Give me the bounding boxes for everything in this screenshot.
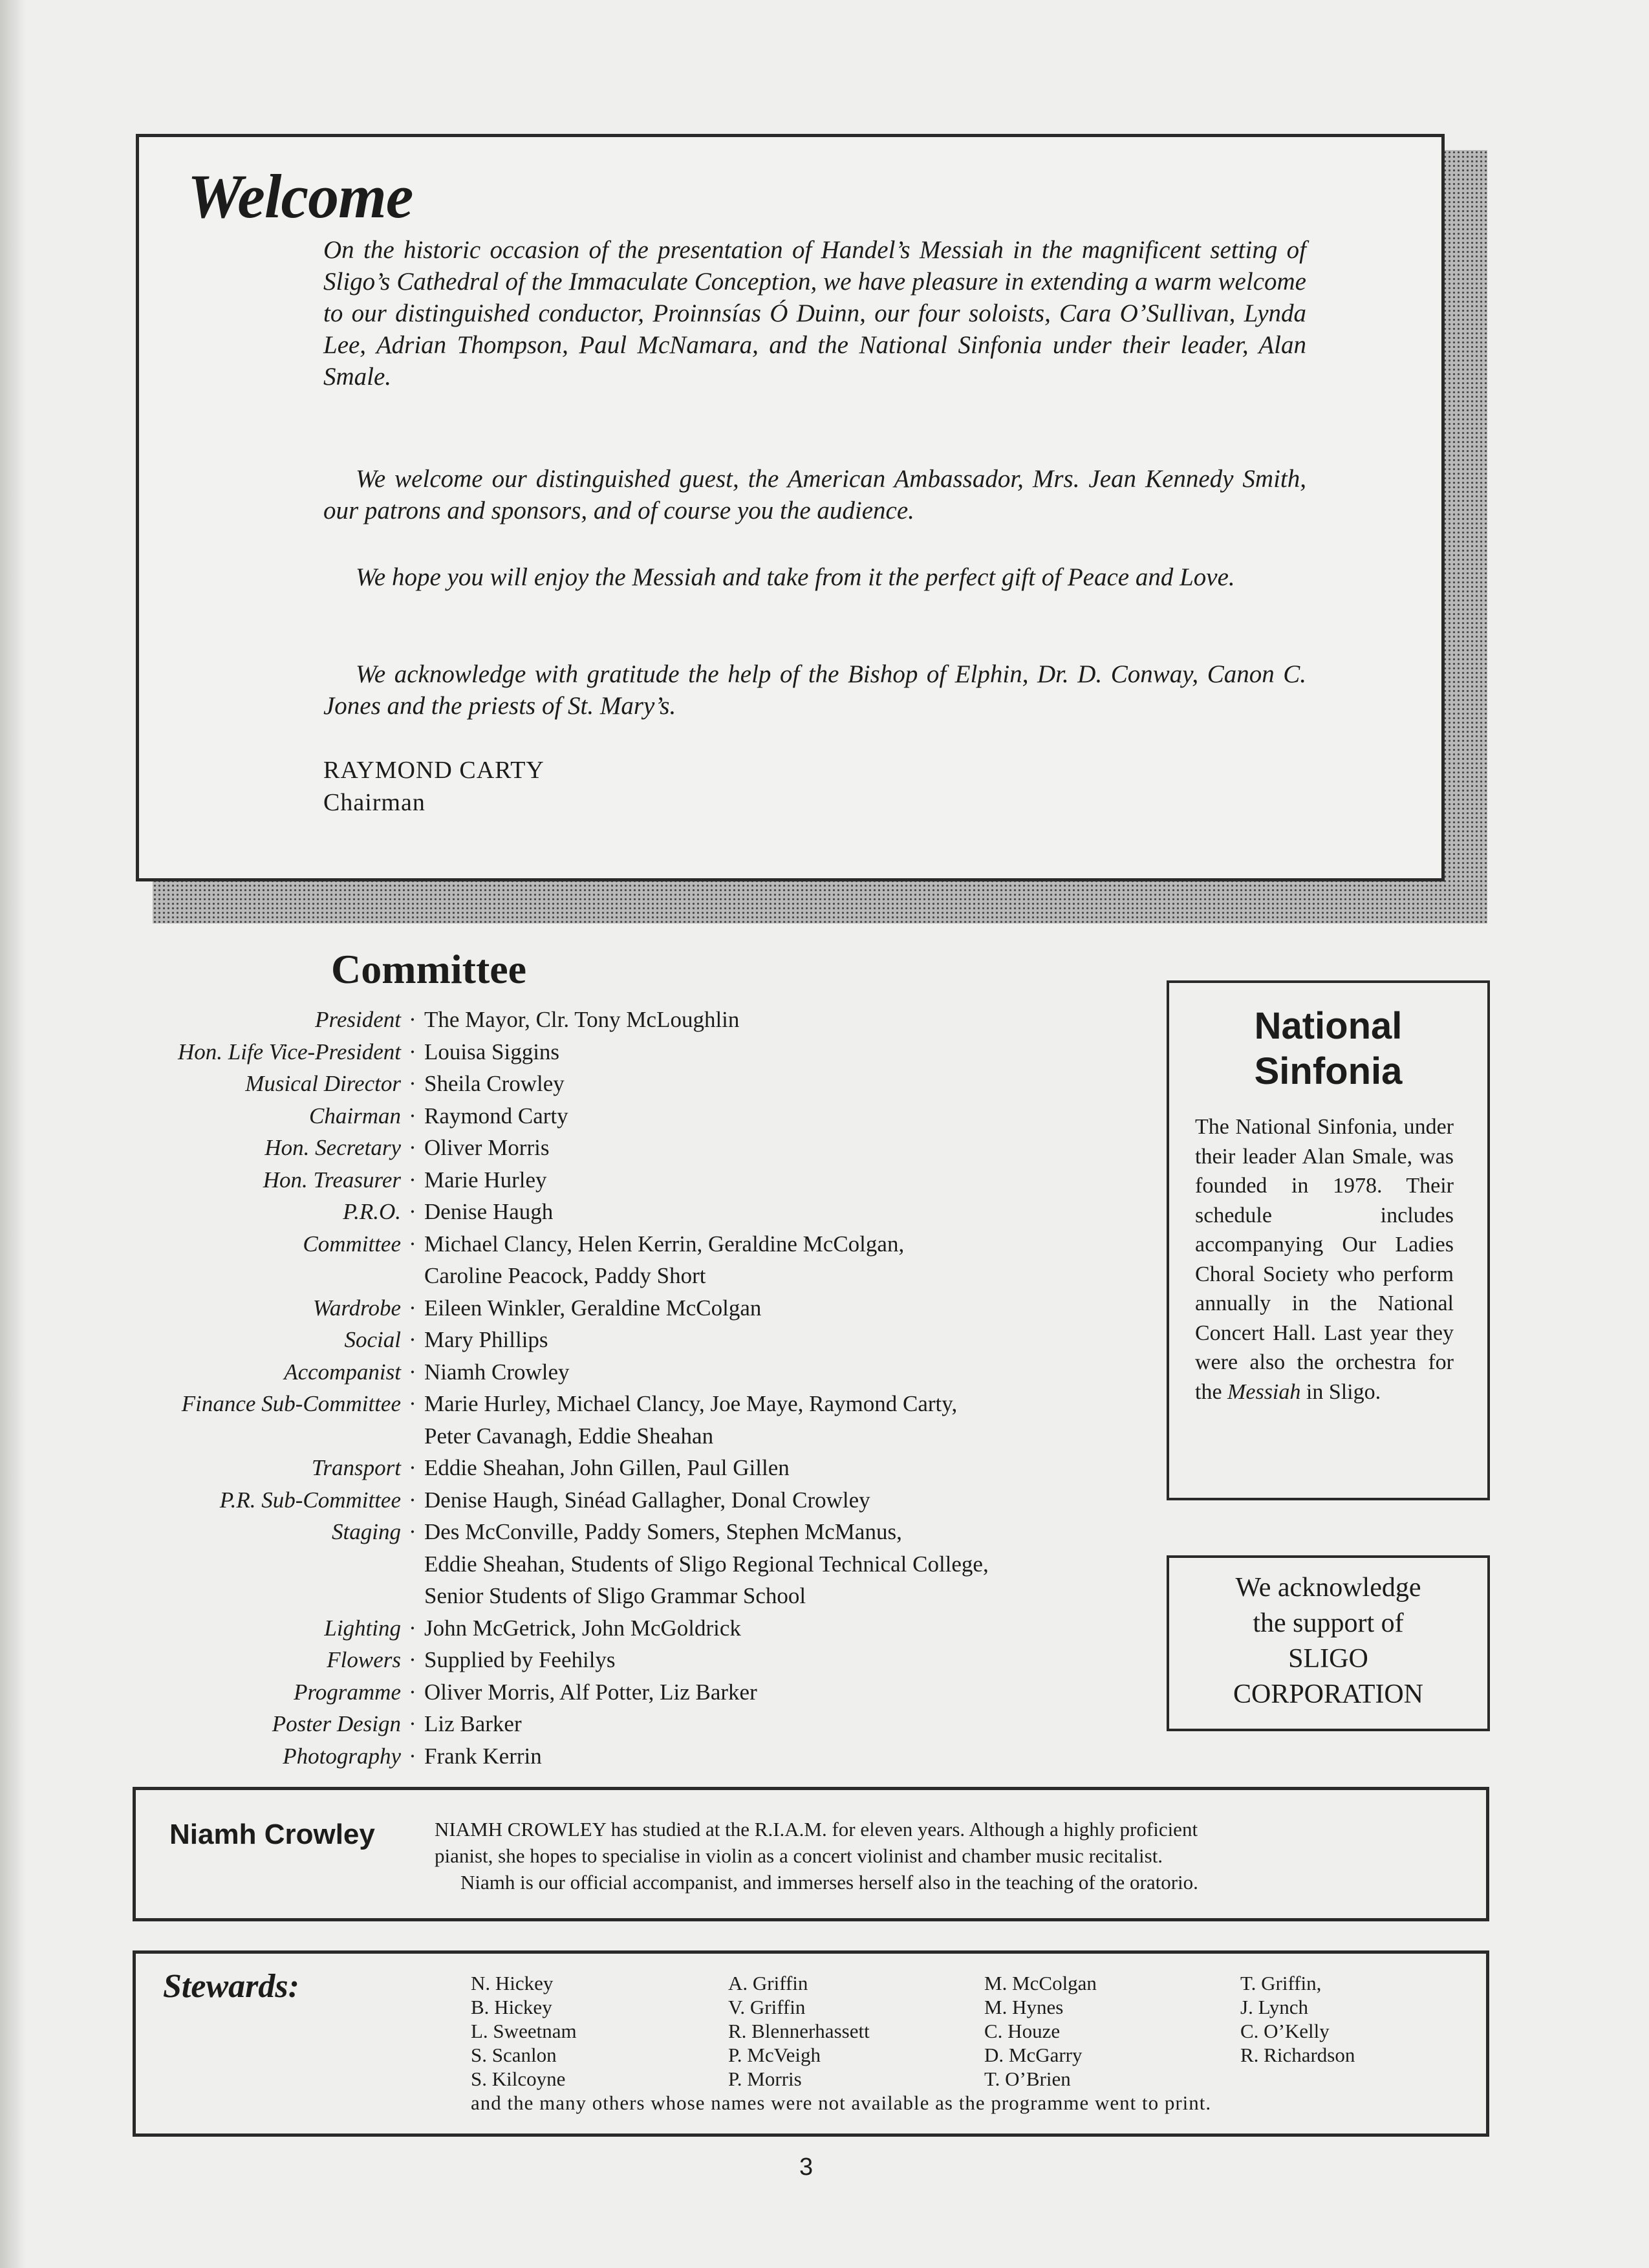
separator: · xyxy=(409,1647,416,1672)
committee-names: Supplied by Feehilys xyxy=(424,1647,616,1672)
separator: · xyxy=(409,1455,416,1480)
committee-title: Committee xyxy=(331,946,527,992)
sinfonia-text-end: in Sligo. xyxy=(1306,1379,1381,1404)
committee-role: P.R. Sub-Committee xyxy=(219,1487,401,1513)
committee-row xyxy=(97,1516,1119,1612)
welcome-title: Welcome xyxy=(188,162,413,231)
separator: · xyxy=(409,1327,416,1352)
separator: · xyxy=(409,1071,416,1096)
support-line: SLIGO xyxy=(1288,1644,1368,1674)
separator: · xyxy=(409,1167,416,1193)
separator: · xyxy=(409,1519,416,1544)
support-line: We acknowledge xyxy=(1235,1573,1421,1603)
stewards-column xyxy=(1240,1971,1355,2067)
names-line: Des McConville, Paddy Somers, Stephen McManus, xyxy=(424,1519,902,1544)
committee-list xyxy=(97,1004,1119,1772)
committee-role: Wardrobe xyxy=(312,1295,401,1321)
names-line: Eddie Sheahan, Students of Sligo Regional Technical College, xyxy=(424,1551,989,1577)
bio-line: pianist, she hopes to specialise in violin as a concert violinist and chamber music recitalist. xyxy=(435,1844,1163,1867)
committee-names: Liz Barker xyxy=(424,1711,522,1736)
committee-role: Chairman xyxy=(309,1103,401,1129)
stewards-column xyxy=(728,1971,870,2091)
committee-row xyxy=(97,1452,1119,1484)
welcome-paragraph: We welcome our distinguished guest, the American Ambassador, Mrs. Jean Kennedy Smith, our patrons and sponsors, and of course you the audience. xyxy=(323,465,1306,524)
committee-row xyxy=(97,1388,1119,1452)
steward-name: R. Richardson xyxy=(1240,2044,1355,2066)
committee-row xyxy=(97,1708,1119,1740)
steward-name: L. Sweetnam xyxy=(471,2020,577,2042)
separator: · xyxy=(409,1199,416,1224)
names-line: Marie Hurley, Michael Clancy, Joe Maye, Raymond Carty, xyxy=(424,1391,958,1416)
steward-name: R. Blennerhassett xyxy=(728,2020,870,2042)
signature-title: Chairman xyxy=(323,789,426,816)
separator: · xyxy=(409,1679,416,1705)
separator: · xyxy=(409,1711,416,1736)
committee-names xyxy=(424,1516,1119,1612)
steward-name: C. O’Kelly xyxy=(1240,2020,1330,2042)
separator: · xyxy=(409,1743,416,1769)
steward-name: M. McColgan xyxy=(984,1972,1097,1994)
welcome-paragraph: We acknowledge with gratitude the help of the Bishop of Elphin, Dr. D. Conway, Canon C. Jones and the priests of St. Mary’s. xyxy=(323,660,1306,720)
committee-names: Marie Hurley xyxy=(424,1167,547,1193)
stewards-column xyxy=(984,1971,1097,2091)
separator: · xyxy=(409,1615,416,1641)
separator: · xyxy=(409,1007,416,1032)
committee-names: The Mayor, Clr. Tony McLoughlin xyxy=(424,1007,740,1032)
page-number: 3 xyxy=(799,2154,814,2181)
names-line: Peter Cavanagh, Eddie Sheahan xyxy=(424,1423,714,1449)
committee-role: Finance Sub-Committee xyxy=(181,1391,401,1416)
names-line: Senior Students of Sligo Grammar School xyxy=(424,1583,806,1608)
committee-role: Transport xyxy=(311,1455,401,1480)
separator: · xyxy=(409,1487,416,1513)
committee-role: President xyxy=(315,1007,401,1032)
committee-row xyxy=(97,1292,1119,1324)
committee-role: Programme xyxy=(294,1679,401,1705)
committee-row xyxy=(97,1036,1119,1068)
separator: · xyxy=(409,1231,416,1257)
committee-row xyxy=(97,1132,1119,1164)
committee-role: Photography xyxy=(283,1743,401,1769)
stewards-footer: and the many others whose names were not available as the programme went to print. xyxy=(471,2091,1212,2114)
committee-names: Niamh Crowley xyxy=(424,1359,570,1385)
steward-name: S. Scanlon xyxy=(471,2044,557,2066)
signature-name: RAYMOND CARTY xyxy=(323,757,544,784)
committee-names: Frank Kerrin xyxy=(424,1743,542,1769)
names-line: Caroline Peacock, Paddy Short xyxy=(424,1263,706,1288)
committee-names: Oliver Morris, Alf Potter, Liz Barker xyxy=(424,1679,757,1705)
committee-row xyxy=(97,1324,1119,1356)
committee-row xyxy=(97,1164,1119,1196)
steward-name: N. Hickey xyxy=(471,1972,554,1994)
committee-names: Sheila Crowley xyxy=(424,1071,565,1096)
committee-names: Oliver Morris xyxy=(424,1135,550,1160)
sinfonia-title-line: National xyxy=(1254,1005,1403,1047)
steward-name: M. Hynes xyxy=(984,1996,1064,2018)
steward-name: S. Kilcoyne xyxy=(471,2068,566,2090)
sinfonia-text xyxy=(1195,1112,1454,1407)
committee-row xyxy=(97,1356,1119,1388)
committee-role: P.R.O. xyxy=(343,1199,401,1224)
names-line: Michael Clancy, Helen Kerrin, Geraldine McColgan, xyxy=(424,1231,905,1257)
committee-row xyxy=(97,1068,1119,1100)
committee-role: Committee xyxy=(303,1231,401,1257)
committee-row xyxy=(97,1676,1119,1709)
separator: · xyxy=(409,1039,416,1064)
committee-names: Denise Haugh xyxy=(424,1199,554,1224)
committee-role: Accompanist xyxy=(284,1359,401,1385)
sinfonia-title-line: Sinfonia xyxy=(1254,1050,1403,1092)
stewards-title: Stewards: xyxy=(163,1968,299,2005)
committee-role: Flowers xyxy=(327,1647,401,1672)
committee-row xyxy=(97,1196,1119,1228)
welcome-paragraph: We hope you will enjoy the Messiah and take from it the perfect gift of Peace and Love. xyxy=(356,563,1235,591)
support-line: the support of xyxy=(1253,1608,1404,1638)
bio-line: NIAMH CROWLEY has studied at the R.I.A.M. for eleven years. Although a highly proficient xyxy=(435,1818,1198,1841)
support-line: CORPORATION xyxy=(1233,1679,1424,1709)
committee-names: Louisa Siggins xyxy=(424,1039,560,1064)
committee-role: Hon. Life Vice-President xyxy=(177,1039,401,1064)
niamh-bio xyxy=(435,1816,1405,1895)
committee-row xyxy=(97,1644,1119,1676)
steward-name: P. Morris xyxy=(728,2068,802,2090)
committee-names: Raymond Carty xyxy=(424,1103,568,1129)
steward-name: V. Griffin xyxy=(728,1996,806,2018)
stewards-column xyxy=(471,1971,577,2091)
page-binding-shadow xyxy=(0,0,26,2268)
steward-name: C. Houze xyxy=(984,2020,1061,2042)
welcome-paragraph: On the historic occasion of the presentation of Handel’s Messiah in the magnificent setting of Sligo’s Cathedral of the Immaculate Conception, we have pleasure in extending a warm welcome to our distinguished conductor, Proinnsías Ó Duinn, our four soloists, Cara O’Sullivan, Lynda Lee, Adrian Thompson, Paul McNamara, and the National Sinfonia under their leader, Alan Smale. xyxy=(323,236,1306,391)
committee-names: Denise Haugh, Sinéad Gallagher, Donal Crowley xyxy=(424,1487,870,1513)
steward-name: T. O’Brien xyxy=(984,2068,1071,2090)
committee-role: Social xyxy=(344,1327,401,1352)
committee-role: Hon. Treasurer xyxy=(263,1167,401,1193)
committee-role: Lighting xyxy=(324,1615,401,1641)
steward-name: T. Griffin, xyxy=(1240,1972,1322,1994)
steward-name: B. Hickey xyxy=(471,1996,552,2018)
committee-row xyxy=(97,1004,1119,1036)
committee-names: Eddie Sheahan, John Gillen, Paul Gillen xyxy=(424,1455,790,1480)
bio-line: Niamh is our official accompanist, and immerses herself also in the teaching of the oratorio. xyxy=(460,1871,1198,1894)
separator: · xyxy=(409,1135,416,1160)
committee-row xyxy=(97,1100,1119,1132)
niamh-name: Niamh Crowley xyxy=(169,1819,375,1850)
sinfonia-title xyxy=(1167,1004,1490,1094)
separator: · xyxy=(409,1391,416,1416)
committee-row xyxy=(97,1740,1119,1773)
steward-name: D. McGarry xyxy=(984,2044,1083,2066)
welcome-signature xyxy=(323,754,544,819)
committee-role: Musical Director xyxy=(245,1071,401,1096)
committee-names: John McGetrick, John McGoldrick xyxy=(424,1615,741,1641)
committee-names: Mary Phillips xyxy=(424,1327,548,1352)
steward-name: P. McVeigh xyxy=(728,2044,821,2066)
separator: · xyxy=(409,1359,416,1385)
separator: · xyxy=(409,1103,416,1129)
steward-name: J. Lynch xyxy=(1240,1996,1309,2018)
committee-row xyxy=(97,1612,1119,1645)
committee-names: Eileen Winkler, Geraldine McColgan xyxy=(424,1295,762,1321)
separator: · xyxy=(409,1295,416,1321)
committee-names xyxy=(424,1228,1119,1292)
committee-names xyxy=(424,1388,1119,1452)
support-text xyxy=(1167,1570,1490,1712)
committee-row xyxy=(97,1484,1119,1517)
committee-row xyxy=(97,1228,1119,1292)
committee-role: Poster Design xyxy=(272,1711,401,1736)
sinfonia-text-main: The National Sinfonia, under their leader Alan Smale, was founded in 1978. Their schedule includes accompanying Our Ladies Choral Society who perform annually in the National Concert Hall. Last year they were also the orchestra for the xyxy=(1195,1115,1454,1404)
steward-name: A. Griffin xyxy=(728,1972,808,1994)
sinfonia-text-italic: Messiah xyxy=(1227,1379,1301,1404)
committee-role: Hon. Secretary xyxy=(264,1135,401,1160)
committee-role: Staging xyxy=(332,1519,401,1544)
